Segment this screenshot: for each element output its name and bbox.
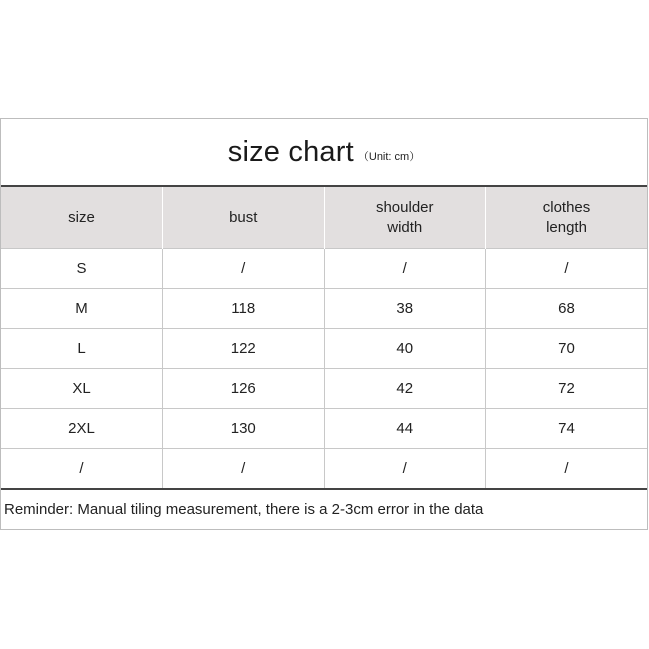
cell-bust: 130 (163, 409, 325, 449)
cell-bust: / (163, 449, 325, 490)
cell-shoulder-width: 40 (324, 329, 486, 369)
header-shoulder-width (324, 187, 486, 249)
header-row (1, 187, 647, 249)
cell-size: 2XL (1, 409, 163, 449)
cell-size: S (1, 249, 163, 289)
header-size (1, 187, 163, 249)
size-chart (0, 118, 648, 530)
header-clothes-length (486, 187, 648, 249)
header-shoulder-line2: width (387, 218, 423, 236)
reminder-note: Reminder: Manual tiling measurement, there is a 2-3cm error in the data (4, 501, 484, 518)
header-bust-label: bust (229, 208, 258, 226)
cell-clothes-length: 68 (486, 289, 648, 329)
table-row (1, 249, 647, 289)
cell-size: / (1, 449, 163, 490)
cell-shoulder-width: / (324, 449, 486, 490)
cell-shoulder-width: / (324, 249, 486, 289)
cell-shoulder-width: 42 (324, 369, 486, 409)
cell-shoulder-width: 44 (324, 409, 486, 449)
table-row (1, 289, 647, 329)
cell-clothes-length: / (486, 449, 648, 490)
header-length-line2: length (546, 218, 587, 236)
header-bust (163, 187, 325, 249)
cell-bust: 118 (163, 289, 325, 329)
cell-clothes-length: 70 (486, 329, 648, 369)
header-size-label: size (68, 208, 95, 226)
cell-clothes-length: / (486, 249, 648, 289)
chart-title: size chart (227, 135, 354, 168)
header-length-line1: clothes (542, 198, 591, 216)
table-row (1, 369, 647, 409)
cell-size: M (1, 289, 163, 329)
chart-unit: （Unit: cm） (357, 151, 421, 163)
cell-size: L (1, 329, 163, 369)
cell-size: XL (1, 369, 163, 409)
cell-bust: 126 (163, 369, 325, 409)
header-shoulder-line1: shoulder (375, 198, 434, 216)
table-row (1, 409, 647, 449)
size-table (1, 187, 647, 490)
table-row (1, 329, 647, 369)
cell-bust: / (163, 249, 325, 289)
cell-bust: 122 (163, 329, 325, 369)
cell-clothes-length: 74 (486, 409, 648, 449)
cell-clothes-length: 72 (486, 369, 648, 409)
table-row (1, 449, 647, 490)
chart-title-row (1, 119, 647, 187)
cell-shoulder-width: 38 (324, 289, 486, 329)
